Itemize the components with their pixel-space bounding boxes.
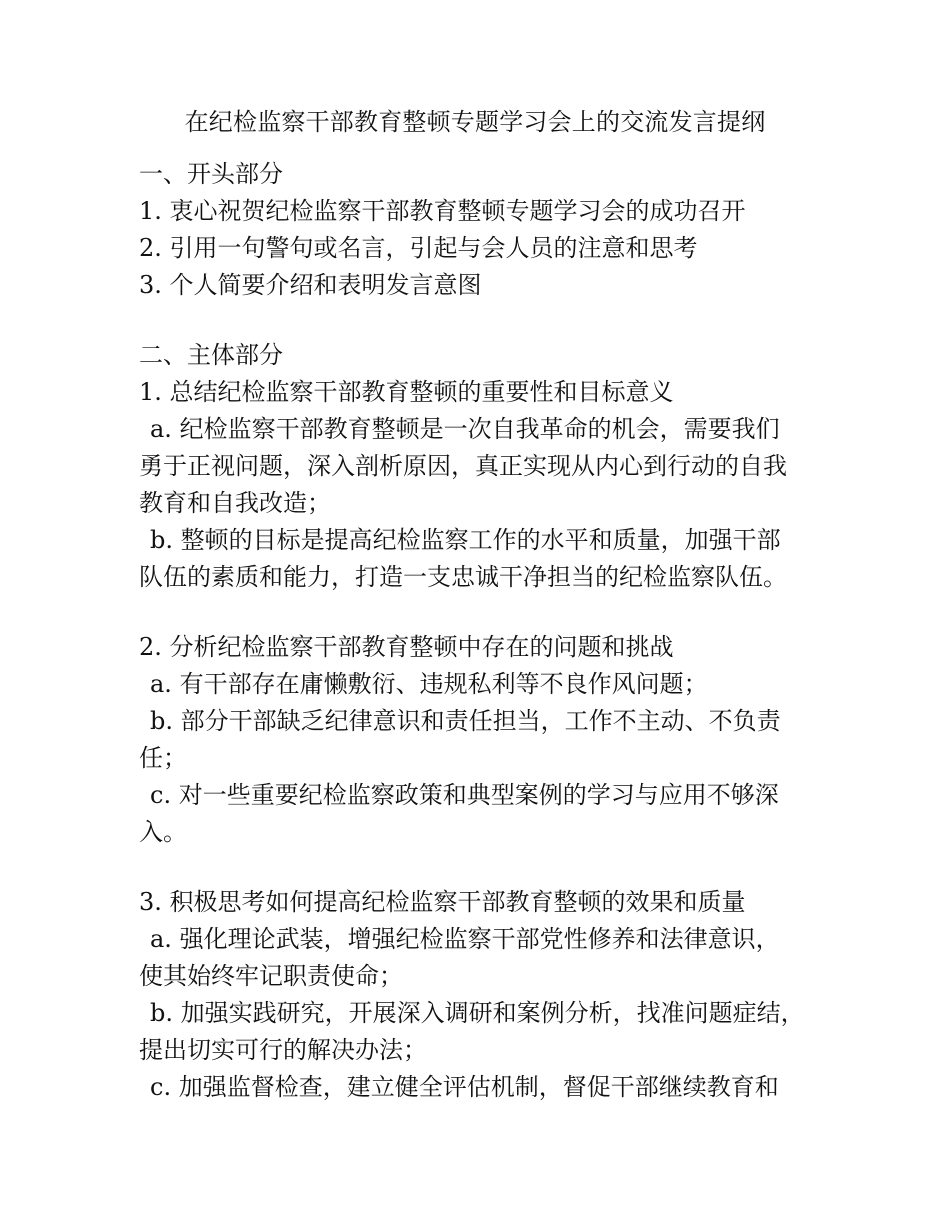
document-body	[139, 156, 839, 1106]
point-title: 2. 分析纪检监察干部教育整顿中存在的问题和挑战	[139, 633, 674, 661]
sub-item-line: a. 纪检监察干部教育整顿是一次自我革命的机会，需要我们	[150, 415, 780, 443]
sub-item-line: 提出切实可行的解决办法；	[139, 1036, 427, 1064]
document-title: 在纪检监察干部教育整顿专题学习会上的交流发言提纲	[184, 108, 766, 136]
sub-item-line: 教育和自我改造；	[139, 489, 331, 517]
sub-item-line: 队伍的素质和能力，打造一支忠诚干净担当的纪检监察队伍。	[139, 563, 787, 591]
point-title: 3. 积极思考如何提高纪检监察干部教育整顿的效果和质量	[139, 888, 746, 916]
paragraph-gap	[139, 851, 839, 884]
sub-item-line: 勇于正视问题，深入剖析原因，真正实现从内心到行动的自我	[139, 452, 787, 480]
paragraph-gap	[139, 304, 839, 337]
sub-item-line: a. 有干部存在庸懒敷衍、违规私利等不良作风问题；	[150, 670, 708, 698]
list-item: 3. 个人简要介绍和表明发言意图	[139, 271, 482, 299]
sub-item-line: b. 整顿的目标是提高纪检监察工作的水平和质量，加强干部	[150, 526, 781, 554]
list-item: 2. 引用一句警句或名言，引起与会人员的注意和思考	[139, 234, 698, 262]
paragraph-gap	[139, 596, 839, 629]
sub-item-line: c. 加强监督检查，建立健全评估机制，督促干部继续教育和	[150, 1073, 779, 1101]
sub-item-line: c. 对一些重要纪检监察政策和典型案例的学习与应用不够深	[150, 781, 779, 809]
sub-item-line: 入。	[139, 818, 187, 846]
sub-item-line: b. 加强实践研究，开展深入调研和案例分析，找准问题症结，	[150, 999, 805, 1027]
sub-item-line: a. 强化理论武装，增强纪检监察干部党性修养和法律意识，	[150, 925, 780, 953]
sub-item-line: b. 部分干部缺乏纪律意识和责任担当，工作不主动、不负责	[150, 707, 781, 735]
section-heading-opening: 一、开头部分	[139, 160, 283, 188]
list-item: 1. 衷心祝贺纪检监察干部教育整顿专题学习会的成功召开	[139, 197, 746, 225]
sub-item-line: 使其始终牢记职责使命；	[139, 962, 403, 990]
section-heading-main: 二、主体部分	[139, 341, 283, 369]
sub-item-line: 任；	[139, 744, 187, 772]
point-title: 1. 总结纪检监察干部教育整顿的重要性和目标意义	[139, 378, 674, 406]
